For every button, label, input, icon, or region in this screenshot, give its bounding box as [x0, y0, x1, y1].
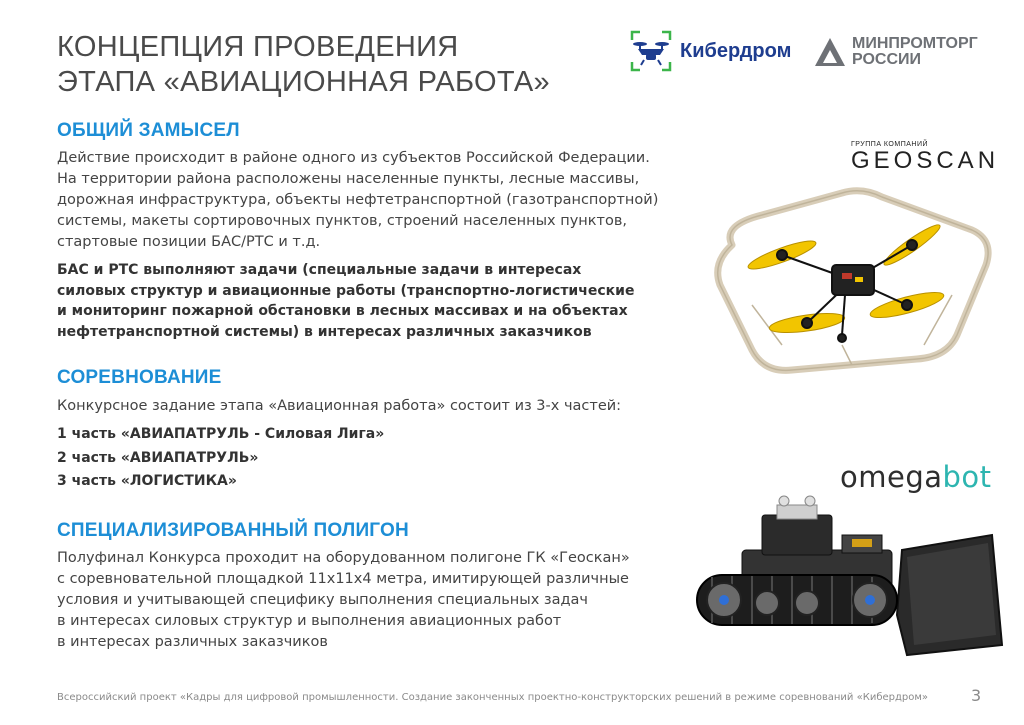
text-line: На территории района расположены населенные пункты, лесные массивы, — [57, 171, 640, 187]
page-title — [57, 30, 550, 100]
text-line: и мониторинг пожарной обстановки в лесных массивах и на объектах — [57, 303, 628, 319]
page-title-line-1: КОНЦЕПЦИЯ ПРОВЕДЕНИЯ — [57, 31, 459, 63]
text-line: с соревновательной площадкой 11х11х4 метра, имитирующей различные — [57, 571, 629, 587]
quadcopter-image — [702, 185, 1002, 385]
section-heading-polygon: СПЕЦИАЛИЗИРОВАННЫЙ ПОЛИГОН — [57, 520, 409, 541]
section-concept-paragraph — [57, 148, 658, 253]
section-concept-bold-paragraph — [57, 260, 634, 342]
text-line: условия и учитывающей специфику выполнения специальных задач — [57, 592, 588, 608]
kiberdrom-wordmark: Кибердром — [680, 39, 792, 62]
geoscan-logo — [851, 141, 999, 174]
section-competition-intro — [57, 396, 621, 417]
footer-text: Всероссийский проект «Кадры для цифровой промышленности. Создание законченных проектно-конструкторских решений в режиме соревнований «Кибердром» — [57, 692, 929, 703]
text-line: БАС и РТС выполняют задачи (специальные задачи в интересах — [57, 262, 582, 278]
tracked-robot-image — [692, 495, 1007, 665]
list-item: 1 часть «АВИАПАТРУЛЬ - Силовая Лига» — [57, 426, 385, 442]
omegabot-wordmark-omega: omega — [840, 460, 943, 494]
minpromtorg-emblem-icon — [814, 37, 846, 67]
text-line: стартовые позиции БАС/РТС и т.д. — [57, 234, 321, 250]
omegabot-logo — [840, 460, 992, 494]
section-heading-concept: ОБЩИЙ ЗАМЫСЕЛ — [57, 120, 240, 141]
omegabot-wordmark-bot: bot — [942, 460, 992, 494]
minpromtorg-logo — [814, 36, 978, 68]
text-line: Действие происходит в районе одного из субъектов Российской Федерации. — [57, 150, 650, 166]
section-polygon-paragraph — [57, 548, 630, 653]
text-line: силовых структур и авиационные работы (транспортно-логистические — [57, 282, 635, 299]
minpromtorg-line-2: РОССИИ — [852, 51, 922, 68]
page-title-line-2: ЭТАПА «АВИАЦИОННАЯ РАБОТА» — [57, 66, 550, 98]
geoscan-wordmark: GEOSCAN — [851, 147, 1000, 174]
section-heading-competition: СОРЕВНОВАНИЕ — [57, 367, 222, 388]
page-number: 3 — [971, 686, 982, 705]
geoscan-group-label: ГРУППА КОМПАНИЙ — [851, 141, 929, 148]
text-line: нефтетранспортной системы) в интересах различных заказчиков — [57, 323, 592, 340]
drone-icon — [630, 30, 672, 72]
text-line: системы, макеты сортировочных пунктов, строений населенных пунктов, — [57, 213, 627, 229]
list-item: 2 часть «АВИАПАТРУЛЬ» — [57, 449, 259, 466]
text-line: Конкурсное задание этапа «Авиационная работа» состоит из 3-х частей: — [57, 398, 622, 414]
list-item: 3 часть «ЛОГИСТИКА» — [57, 473, 237, 489]
text-line: дорожная инфраструктура, объекты нефтетранспортной (газотранспортной) — [57, 192, 659, 208]
kiberdrom-logo — [630, 30, 791, 72]
minpromtorg-line-1: МИНПРОМТОРГ — [852, 35, 978, 52]
minpromtorg-wordmark — [852, 36, 978, 68]
text-line: в интересах силовых структур и выполнения авиационных работ — [57, 613, 562, 629]
competition-parts-list — [57, 423, 384, 494]
text-line: Полуфинал Конкурса проходит на оборудованном полигоне ГК «Геоскан» — [57, 550, 630, 566]
text-line: в интересах различных заказчиков — [57, 634, 328, 650]
